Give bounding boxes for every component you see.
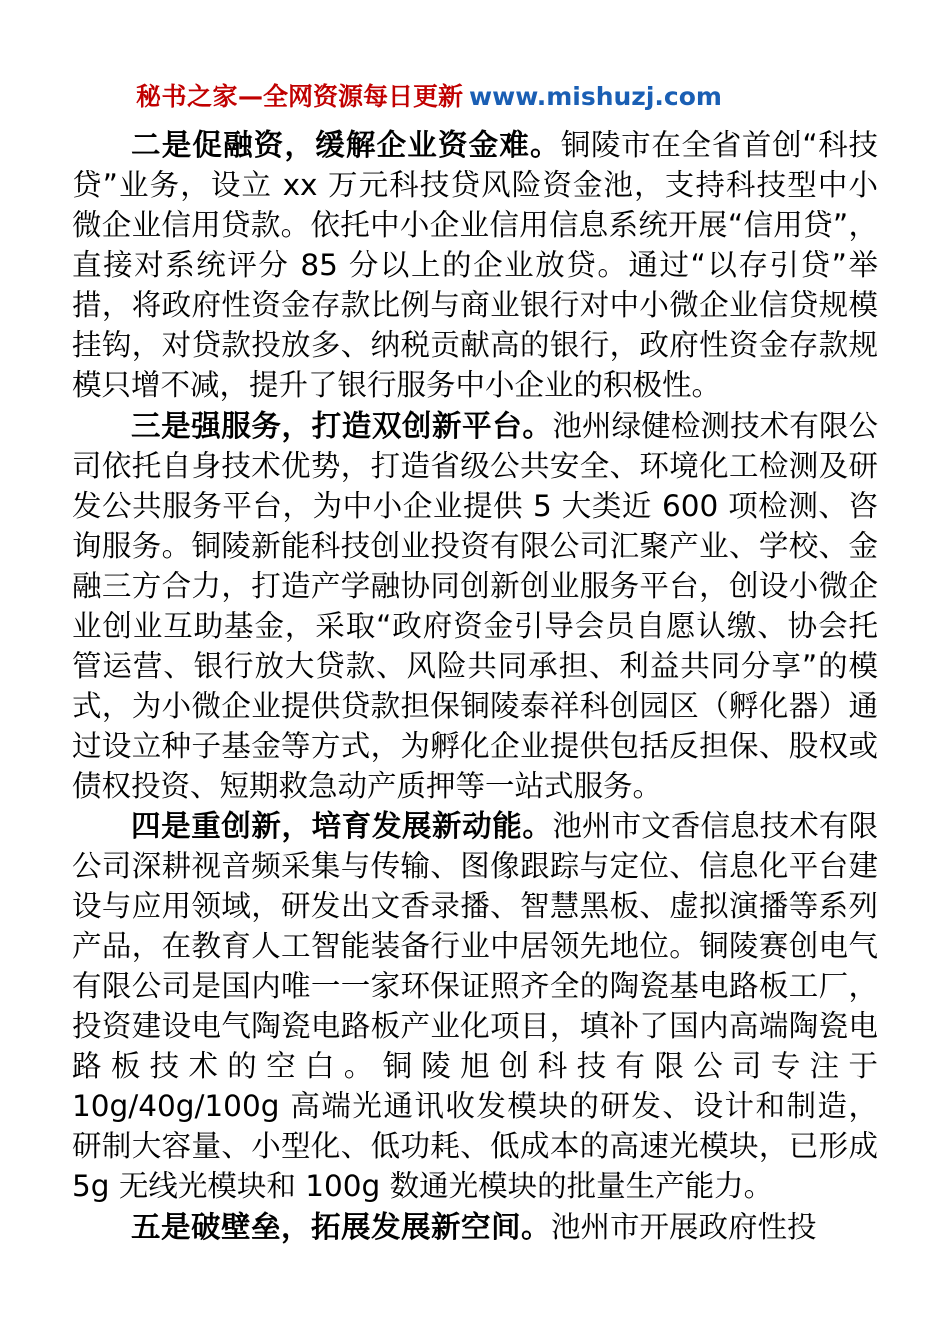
paragraph-3-heading: 三是强服务，打造双创新平台。 — [131, 408, 553, 443]
paragraph-5-heading: 五是破壁垒，拓展发展新空间。 — [131, 1210, 552, 1245]
paragraph-4-heading: 四是重创新，培育发展新动能。 — [131, 809, 553, 844]
watermark-url[interactable]: www.mishuzj.com — [469, 82, 722, 111]
paragraph-2-text: 铜陵市在全省首创“科技贷”业务，设立 xx 万元科技贷风险资金池，支持科技型中小微企业信用贷款。依托中小企业信用信息系统开展“信用贷”，直接对系统评分 85 分以上的企业放贷。通过“以存引贷”举措，将政府性资金存款比例与商业银行对中小微企业信贷规模挂钩，对贷款投放多、纳税贡献高的银行，政府性资金存款规模只增不减，提升了银行服务中小企业的积极性。 — [72, 128, 878, 402]
watermark-banner — [136, 82, 878, 112]
paragraph-3 — [72, 407, 878, 807]
watermark-description: 全网资源每日更新 — [263, 82, 464, 111]
paragraph-4 — [72, 807, 878, 1207]
paragraph-2 — [72, 126, 878, 406]
watermark-separator: — — [238, 82, 264, 111]
document-body — [72, 126, 878, 1248]
watermark-brand: 秘书之家 — [136, 82, 239, 111]
paragraph-2-heading: 二是促融资，缓解企业资金难。 — [131, 128, 561, 162]
paragraph-5 — [72, 1208, 878, 1248]
paragraph-4-text: 池州市文香信息技术有限公司深耕视音频采集与传输、图像跟踪与定位、信息化平台建设与应用领域，研发出文香录播、智慧黑板、虚拟演播等系列产品，在教育人工智能装备行业中居领先地位。铜陵赛创电气有限公司是国内唯一一家环保证照齐全的陶瓷基电路板工厂，投资建设电气陶瓷电路板产业化项目，填补了国内高端陶瓷电路板技术的空白。铜陵旭创科技有限公司专注于 10g/40g/100g 高端光通讯收发模块的研发、设计和制造，研制大容量、小型化、低功耗、低成本的高速光模块，已形成 5g 无线光模块和 100g 数通光模块的批量生产能力。 — [72, 809, 878, 1204]
paragraph-3-text: 池州绿健检测技术有限公司依托自身技术优势，打造省级公共安全、环境化工检测及研发公共服务平台，为中小企业提供 5 大类近 600 项检测、咨询服务。铜陵新能科技创业投资有限公司汇聚产业、学校、金融三方合力，打造产学融协同创新创业服务平台，创设小微企业创业互助基金，采取“政府资金引导会员自愿认缴、协会托管运营、银行放大贷款、风险共同承担、利益共同分享”的模式，为小微企业提供贷款担保铜陵泰祥科创园区（孵化器）通过设立种子基金等方式，为孵化企业提供包括反担保、股权或债权投资、短期救急动产质押等一站式服务。 — [72, 408, 878, 803]
paragraph-5-text: 池州市开展政府性投 — [551, 1210, 817, 1245]
